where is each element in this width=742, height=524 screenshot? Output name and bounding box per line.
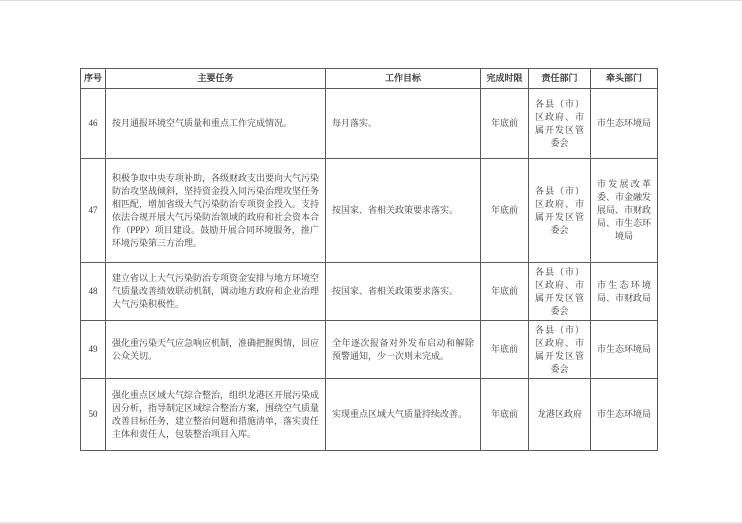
- cell-task: 建立省以上大气污染防治专项资金安排与地方环境空气质量改善绩效联动机制，调动地方政府和企业治理大气污染积极性。: [106, 263, 326, 321]
- cell-deadline: 年底前: [481, 159, 529, 263]
- cell-responsible: 龙港区政府: [529, 379, 591, 451]
- cell-responsible: 各县（市）区政府、市属开发区管委会: [529, 321, 591, 379]
- column-header-lead: 牵头部门: [591, 69, 658, 89]
- cell-responsible: 各县（市）区政府、市属开发区管委会: [529, 263, 591, 321]
- cell-goal: 实现重点区域大气质量持续改善。: [326, 379, 481, 451]
- column-header-deadline: 完成时限: [481, 69, 529, 89]
- page-top-edge: [0, 0, 742, 1]
- cell-deadline: 年底前: [481, 89, 529, 159]
- table-row: [81, 263, 658, 321]
- cell-task: 强化重点区域大气综合整治，组织龙港区开展污染成因分析，指导制定区域综合整治方案，围绕空气质量改善目标任务，建立整治问题和措施清单，落实责任主体和责任人，包装整治项目入库。: [106, 379, 326, 451]
- cell-deadline: 年底前: [481, 321, 529, 379]
- cell-goal: 每月落实。: [326, 89, 481, 159]
- cell-deadline: 年底前: [481, 263, 529, 321]
- cell-no: 48: [81, 263, 106, 321]
- cell-lead: 市生态环境局: [591, 89, 658, 159]
- cell-deadline: 年底前: [481, 379, 529, 451]
- table-row: [81, 379, 658, 451]
- table-row: [81, 159, 658, 263]
- column-header-task: 主要任务: [106, 69, 326, 89]
- table-header-row: [81, 69, 658, 89]
- cell-no: 46: [81, 89, 106, 159]
- cell-lead: 市发展改革委、市金融发展局、市财政局、市生态环境局: [591, 159, 658, 263]
- column-header-no: 序号: [81, 69, 106, 89]
- table-row: [81, 321, 658, 379]
- cell-lead: 市生态环境局、市财政局: [591, 263, 658, 321]
- cell-no: 49: [81, 321, 106, 379]
- cell-responsible: 各县（市）区政府、市属开发区管委会: [529, 89, 591, 159]
- column-header-goal: 工作目标: [326, 69, 481, 89]
- cell-lead: 市生态环境局: [591, 321, 658, 379]
- cell-task: 按月通报环境空气质量和重点工作完成情况。: [106, 89, 326, 159]
- cell-responsible: 各县（市）区政府、市属开发区管委会: [529, 159, 591, 263]
- cell-no: 47: [81, 159, 106, 263]
- cell-task: 强化重污染天气应急响应机制，准确把握舆情，回应公众关切。: [106, 321, 326, 379]
- cell-no: 50: [81, 379, 106, 451]
- cell-task: 积极争取中央专项补助，各级财政支出要向大气污染防治攻坚战倾斜，坚持资金投入同污染治理攻坚任务相匹配，增加省级大气污染防治专项资金投入。支持依法合规开展大气污染防治领域的政府和社会资本合作（PPP）项目建设。鼓励开展合同环境服务，推广环境污染第三方治理。: [106, 159, 326, 263]
- column-header-responsible: 责任部门: [529, 69, 591, 89]
- cell-goal: 全年逐次报备对外发布启动和解除预警通知，少一次则未完成。: [326, 321, 481, 379]
- cell-goal: 按国家、省相关政策要求落实。: [326, 159, 481, 263]
- cell-goal: 按国家、省相关政策要求落实。: [326, 263, 481, 321]
- table-row: [81, 89, 658, 159]
- task-table: [80, 68, 658, 451]
- cell-lead: 市生态环境局: [591, 379, 658, 451]
